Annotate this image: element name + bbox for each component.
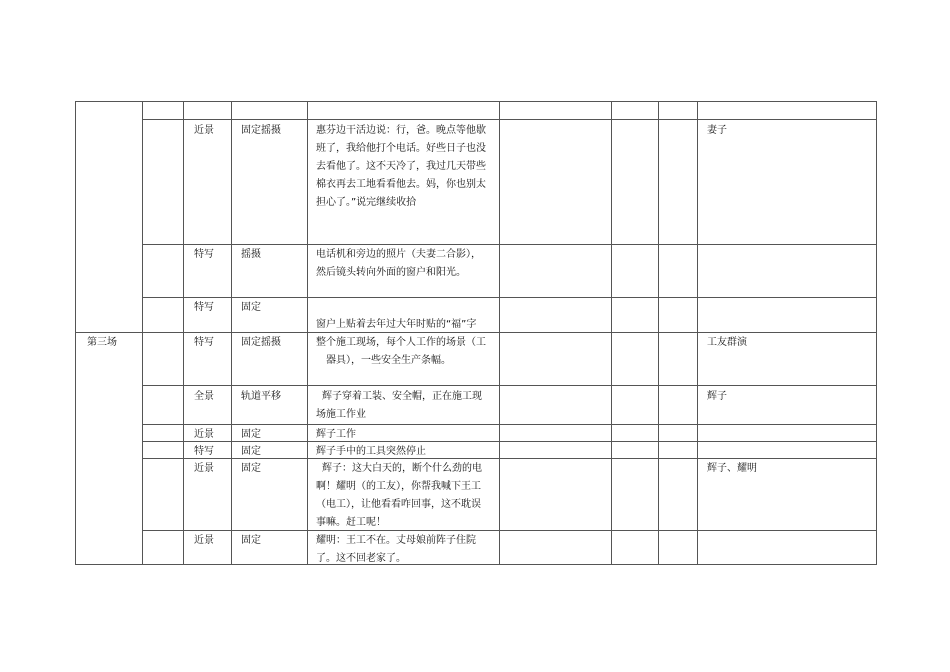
content-cell <box>316 334 498 370</box>
content-line: 电话机和旁边的照片（夫妻二合影）， <box>316 249 481 260</box>
content-line: 辉子穿着工装、安全帽，正在施工现 <box>322 391 482 402</box>
row-divider <box>142 530 877 531</box>
role-cell: 工友群演 <box>707 337 747 348</box>
content-line: （电工），让他看看咋回事，这不耽误 <box>316 499 481 510</box>
column-divider <box>142 101 143 565</box>
content-line: 场施工作业 <box>316 409 366 420</box>
camera-movement-cell: 固定 <box>241 302 261 313</box>
camera-movement-cell: 固定 <box>241 535 261 546</box>
shot-size-cell: 近景 <box>194 535 214 546</box>
row-divider <box>142 424 877 425</box>
column-divider <box>231 101 232 565</box>
table-border-left <box>75 101 76 565</box>
content-line: 整个施工现场，每个人工作的场景（工 <box>316 337 486 348</box>
shot-size-cell: 近景 <box>194 463 214 474</box>
content-line: 担心了。”说完继续收拾 <box>316 197 417 208</box>
row-divider <box>142 385 877 386</box>
shot-size-cell: 近景 <box>194 125 214 136</box>
scene-label: 第三场 <box>87 337 117 348</box>
content-cell <box>316 532 498 568</box>
content-cell: 辉子工作 <box>316 429 356 440</box>
camera-movement-cell: 固定 <box>241 429 261 440</box>
content-line: 啊！耀明（的工友），你帮我喊下王工 <box>316 481 481 492</box>
content-line: 班了，我给他打个电话。好些日子也没 <box>316 143 486 154</box>
shot-size-cell: 特写 <box>194 446 214 457</box>
table-border-top <box>75 101 877 102</box>
shot-size-cell: 特写 <box>194 337 214 348</box>
role-cell: 辉子、耀明 <box>707 463 757 474</box>
content-line: 惠芬边干活边说：行，爸。晚点等他歇 <box>316 125 486 136</box>
content-cell: 辉子手中的工具突然停止 <box>316 446 426 457</box>
content-cell <box>316 388 498 424</box>
column-divider <box>183 101 184 565</box>
content-cell <box>316 122 498 212</box>
content-line: 事嘛。赶工呢！ <box>316 517 386 528</box>
shot-size-cell: 特写 <box>194 249 214 260</box>
role-cell: 妻子 <box>707 125 727 136</box>
camera-movement-cell: 固定 <box>241 446 261 457</box>
camera-movement-cell: 固定摇摄 <box>241 125 281 136</box>
column-divider <box>697 101 698 565</box>
shot-size-cell: 近景 <box>194 429 214 440</box>
content-cell <box>316 246 498 282</box>
content-line: 棉衣再去工地看看他去。妈，你也别太 <box>316 179 486 190</box>
content-cell <box>316 460 498 532</box>
shot-size-cell: 特写 <box>194 302 214 313</box>
content-line: 去看他了。这不天冷了，我过几天带些 <box>316 161 486 172</box>
camera-movement-cell: 摇摄 <box>241 249 261 260</box>
column-divider <box>611 101 612 565</box>
role-cell: 辉子 <box>707 391 727 402</box>
camera-movement-cell: 固定 <box>241 463 261 474</box>
content-line: 辉子：这大白天的，断个什么劲的电 <box>322 463 482 474</box>
column-divider <box>307 101 308 565</box>
camera-movement-cell: 轨道平移 <box>241 391 281 402</box>
shot-size-cell: 全景 <box>194 391 214 402</box>
column-divider <box>499 101 500 565</box>
row-divider <box>142 297 877 298</box>
table-border-right <box>876 101 877 565</box>
content-line: 器具），一些安全生产条幅。 <box>326 355 451 366</box>
row-divider <box>142 244 877 245</box>
content-cell: 窗户上贴着去年过大年时贴的“福”字 <box>316 319 477 330</box>
row-divider <box>142 119 877 120</box>
content-line: 然后镜头转向外面的窗户和阳光。 <box>316 267 466 278</box>
content-line: 耀明：王工不在。丈母娘前阵子住院 <box>316 535 476 546</box>
camera-movement-cell: 固定摇摄 <box>241 337 281 348</box>
column-divider <box>658 101 659 565</box>
content-line: 了。这不回老家了。 <box>316 553 406 564</box>
